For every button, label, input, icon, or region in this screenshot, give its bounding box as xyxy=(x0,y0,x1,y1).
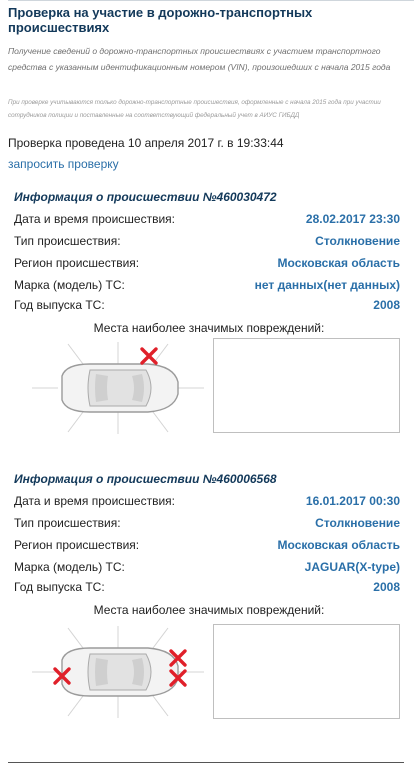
region-value: Московская область xyxy=(277,256,400,270)
footer-divider xyxy=(8,762,404,763)
damage-label: Места наиболее значимых повреждений: xyxy=(93,321,325,335)
datetime-label: Дата и время происшествия: xyxy=(14,494,176,508)
model-value: нет данных(нет данных) xyxy=(254,278,400,292)
incident-title: Информация о происшествии №460030472 xyxy=(14,190,277,204)
page-title: Проверка на участие в дорожно-транспортных происшествиях xyxy=(8,5,313,35)
check-date: Проверка проведена 10 апреля 2017 г. в 19:33:44 xyxy=(8,136,284,150)
page-note: При проверке учитываются только дорожно-транспортные происшествия, оформленные с начала 2015 года при участии сотрудников полиции и поставленные на соответствующий федеральный учет в АИУС ГИБДД xyxy=(8,99,381,119)
incident-model-row xyxy=(14,278,402,294)
year-value: 2008 xyxy=(373,580,400,594)
damage-mark-icon xyxy=(168,648,188,668)
incident-title: Информация о происшествии №460006568 xyxy=(14,472,277,486)
page-description: Получение сведений о дорожно-транспортных происшествиях с участием транспортного средства с указанным идентификационным номером (VIN), произошедших с начала 2015 года xyxy=(8,46,391,72)
type-label: Тип происшествия: xyxy=(14,234,121,248)
datetime-value: 28.02.2017 23:30 xyxy=(305,212,400,226)
damage-photo-box xyxy=(213,338,400,433)
car-damage-diagram xyxy=(28,338,208,438)
datetime-label: Дата и время происшествия: xyxy=(14,212,176,226)
year-label: Год выпуска ТС: xyxy=(14,298,105,312)
model-label: Марка (модель) ТС: xyxy=(14,560,125,574)
incident-type-row xyxy=(14,516,402,532)
datetime-value: 16.01.2017 00:30 xyxy=(305,494,400,508)
damage-mark-icon xyxy=(168,668,188,688)
header-divider xyxy=(8,0,414,1)
incident-datetime-row xyxy=(14,494,402,510)
damage-label: Места наиболее значимых повреждений: xyxy=(93,603,325,617)
request-check-link[interactable]: запросить проверку xyxy=(8,157,119,171)
car-damage-diagram xyxy=(28,622,208,722)
damage-mark-icon xyxy=(139,346,159,366)
type-value: Столкновение xyxy=(315,234,400,248)
type-label: Тип происшествия: xyxy=(14,516,121,530)
model-value: JAGUAR(X-type) xyxy=(304,560,400,574)
incident-model-row xyxy=(14,560,402,576)
year-label: Год выпуска ТС: xyxy=(14,580,105,594)
incident-region-row xyxy=(14,538,402,554)
type-value: Столкновение xyxy=(315,516,400,530)
damage-photo-box xyxy=(213,624,400,719)
year-value: 2008 xyxy=(373,298,400,312)
incident-region-row xyxy=(14,256,402,272)
region-label: Регион происшествия: xyxy=(14,256,140,270)
region-label: Регион происшествия: xyxy=(14,538,140,552)
region-value: Московская область xyxy=(277,538,400,552)
car-top-view-icon xyxy=(28,338,208,438)
incident-year-row xyxy=(14,580,402,596)
incident-year-row xyxy=(14,298,402,314)
model-label: Марка (модель) ТС: xyxy=(14,278,125,292)
incident-datetime-row xyxy=(14,212,402,228)
damage-mark-icon xyxy=(52,666,72,686)
incident-type-row xyxy=(14,234,402,250)
